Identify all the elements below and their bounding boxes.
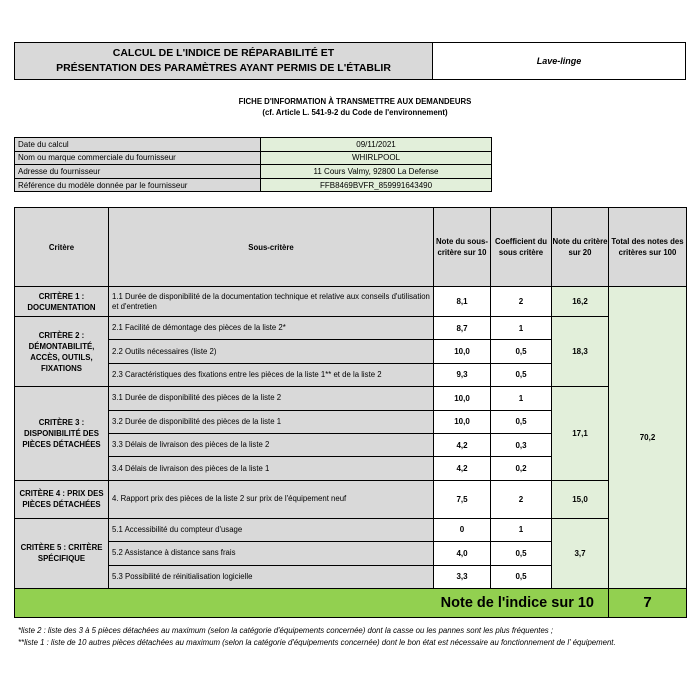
subcriterion-label: 2.1 Facilité de démontage des pièces de la liste 2* <box>109 317 434 340</box>
subcriterion-coef: 2 <box>491 287 552 317</box>
subcriterion-label: 1.1 Durée de disponibilité de la documentation technique et relative aux conseils d'utilisation et d'entretien <box>109 287 434 317</box>
subcriterion-coef: 0,5 <box>491 340 552 363</box>
subcriterion-note: 10,0 <box>434 340 491 363</box>
supplier-info-table <box>14 137 492 192</box>
subcriterion-coef: 2 <box>491 480 552 518</box>
criterion-score: 18,3 <box>552 317 609 387</box>
criterion-score: 17,1 <box>552 387 609 481</box>
criterion-name: CRITÈRE 4 : PRIX DES PIÈCES DÉTACHÉES <box>15 480 109 518</box>
info-label: Date du calcul <box>15 138 261 152</box>
subcriterion-note: 7,5 <box>434 480 491 518</box>
criterion-score: 16,2 <box>552 287 609 317</box>
subcriterion-label: 2.2 Outils nécessaires (liste 2) <box>109 340 434 363</box>
info-value: WHIRLPOOL <box>261 151 492 165</box>
subcriterion-note: 3,3 <box>434 565 491 588</box>
subcriterion-note: 9,3 <box>434 363 491 386</box>
info-label: Nom ou marque commerciale du fournisseur <box>15 151 261 165</box>
table-row <box>15 387 687 410</box>
subcriterion-label: 5.1 Accessibilité du compteur d'usage <box>109 518 434 541</box>
subcriterion-coef: 1 <box>491 317 552 340</box>
subcriterion-coef: 1 <box>491 518 552 541</box>
footnotes <box>18 625 690 649</box>
final-score-row <box>15 588 687 617</box>
info-row <box>15 178 492 192</box>
col-header-note-sous-critere: Note du sous-critère sur 10 <box>434 208 491 287</box>
subcriterion-note: 8,7 <box>434 317 491 340</box>
table-row <box>15 480 687 518</box>
criterion-name: CRITÈRE 3 : DISPONIBILITÉ DES PIÈCES DÉTACHÉES <box>15 387 109 481</box>
subcriterion-label: 5.2 Assistance à distance sans frais <box>109 542 434 565</box>
info-label: Adresse du fournisseur <box>15 165 261 179</box>
subtitle <box>0 96 700 118</box>
table-row <box>15 518 687 541</box>
subcriterion-coef: 0,5 <box>491 565 552 588</box>
subcriterion-note: 4,0 <box>434 542 491 565</box>
col-header-sous-critere: Sous-critère <box>109 208 434 287</box>
subtitle-line-1: FICHE D'INFORMATION À TRANSMETTRE AUX DEMANDEURS <box>238 97 472 106</box>
subcriterion-coef: 0,5 <box>491 542 552 565</box>
header-box <box>14 42 686 80</box>
final-score-label: Note de l'indice sur 10 <box>15 588 609 617</box>
total-score: 70,2 <box>609 287 687 589</box>
col-header-coefficient: Coefficient du sous critère <box>491 208 552 287</box>
subcriterion-note: 8,1 <box>434 287 491 317</box>
table-row <box>15 317 687 340</box>
subcriterion-coef: 0,5 <box>491 363 552 386</box>
info-row <box>15 138 492 152</box>
info-value: 11 Cours Valmy, 92800 La Defense <box>261 165 492 179</box>
info-row <box>15 151 492 165</box>
subcriterion-label: 5.3 Possibilité de réinitialisation logicielle <box>109 565 434 588</box>
subcriterion-coef: 0,2 <box>491 457 552 480</box>
subcriterion-label: 3.3 Délais de livraison des pièces de la liste 2 <box>109 433 434 456</box>
title-line-2: PRÉSENTATION DES PARAMÈTRES AYANT PERMIS DE L'ÉTABLIR <box>56 62 391 74</box>
subcriterion-note: 4,2 <box>434 457 491 480</box>
info-value: 09/11/2021 <box>261 138 492 152</box>
criterion-name: CRITÈRE 1 : DOCUMENTATION <box>15 287 109 317</box>
repairability-table <box>14 207 687 618</box>
subcriterion-coef: 0,5 <box>491 410 552 433</box>
criterion-score: 3,7 <box>552 518 609 588</box>
footnote-2: **liste 1 : liste de 10 autres pièces détachées au maximum (selon la catégorie d'équipements concernée) dont le bon état est nécessaire au fonctionnement de l' équipement. <box>18 638 616 647</box>
final-score-value: 7 <box>609 588 687 617</box>
col-header-total: Total des notes des critères sur 100 <box>609 208 687 287</box>
subtitle-line-2: (cf. Article L. 541-9-2 du Code de l'environnement) <box>262 108 448 117</box>
subcriterion-note: 4,2 <box>434 433 491 456</box>
criterion-name: CRITÈRE 2 : DÉMONTABILITÉ, ACCÈS, OUTILS, FIXATIONS <box>15 317 109 387</box>
col-header-note-critere: Note du critère sur 20 <box>552 208 609 287</box>
subcriterion-coef: 1 <box>491 387 552 410</box>
criterion-score: 15,0 <box>552 480 609 518</box>
document-title <box>15 43 433 79</box>
subcriterion-label: 2.3 Caractéristiques des fixations entre les pièces de la liste 1** et de la liste 2 <box>109 363 434 386</box>
subcriterion-label: 3.2 Durée de disponibilité des pièces de la liste 1 <box>109 410 434 433</box>
title-line-1: CALCUL DE L'INDICE DE RÉPARABILITÉ ET <box>112 47 335 59</box>
col-header-critere: Critère <box>15 208 109 287</box>
info-value: FFB8469BVFR_859991643490 <box>261 178 492 192</box>
subcriterion-label: 3.4 Délais de livraison des pièces de la liste 1 <box>109 457 434 480</box>
criterion-name: CRITÈRE 5 : CRITÈRE SPÉCIFIQUE <box>15 518 109 588</box>
subcriterion-label: 4. Rapport prix des pièces de la liste 2 sur prix de l'équipement neuf <box>109 480 434 518</box>
info-row <box>15 165 492 179</box>
subcriterion-note: 0 <box>434 518 491 541</box>
subcriterion-note: 10,0 <box>434 387 491 410</box>
subcriterion-note: 10,0 <box>434 410 491 433</box>
table-header-row <box>15 208 687 287</box>
table-row <box>15 287 687 317</box>
subcriterion-label: 3.1 Durée de disponibilité des pièces de la liste 2 <box>109 387 434 410</box>
info-label: Référence du modèle donnée par le fournisseur <box>15 178 261 192</box>
product-type: Lave-linge <box>536 56 582 66</box>
footnote-1: *liste 2 : liste des 3 à 5 pièces détachées au maximum (selon la catégorie d'équipements concernée) dont la casse ou les pannes sont les plus fréquentes ; <box>18 626 554 635</box>
subcriterion-coef: 0,3 <box>491 433 552 456</box>
